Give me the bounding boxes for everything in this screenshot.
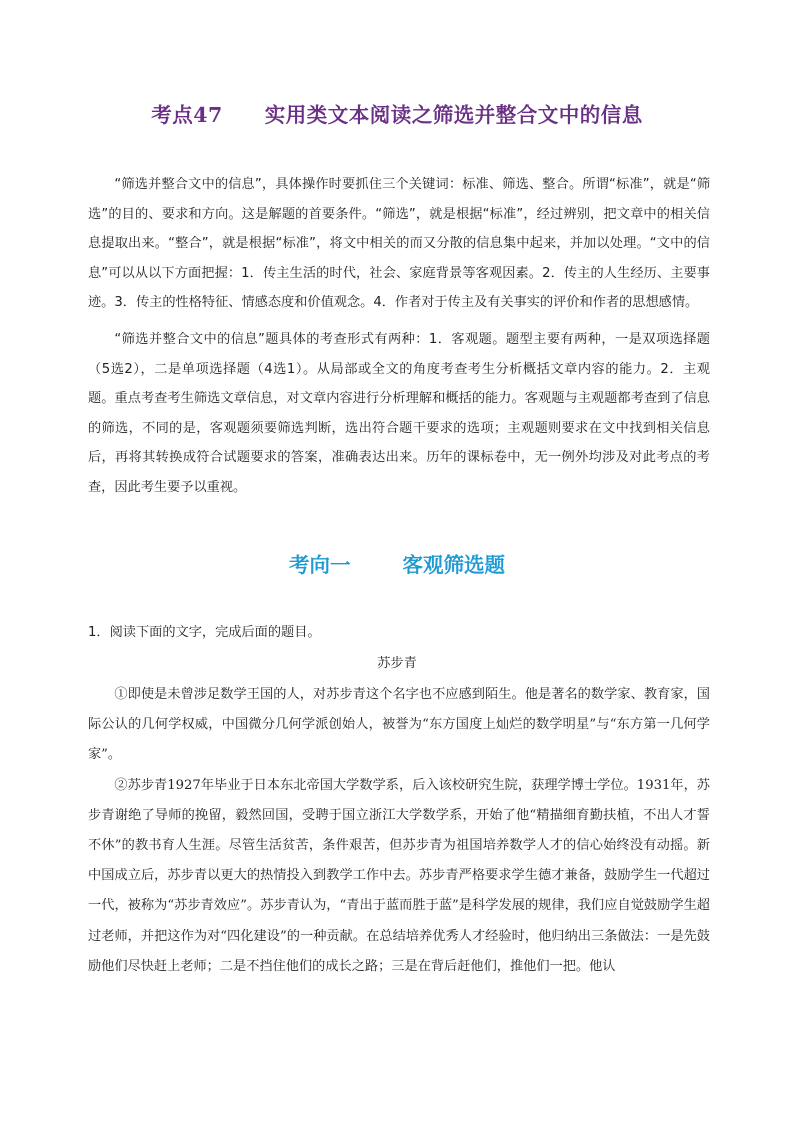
page-title	[0, 98, 794, 128]
topic-title: 实用类文本阅读之筛选并整合文中的信息	[264, 103, 643, 127]
intro-paragraph-1-block	[88, 170, 710, 318]
section-label: 考向一	[289, 553, 351, 577]
passage-body	[88, 680, 710, 982]
passage-paragraph-1: ①即使是未曾涉足数学王国的人，对苏步青这个名字也不应感到陌生。他是著名的数学家、教育家，国际公认的几何学权威，中国微分几何学派创始人，被誉为“东方国度上灿烂的数学明星”与“东方第一几何学家”。	[88, 687, 710, 763]
intro-paragraph-2-block	[88, 325, 710, 502]
passage-paragraph-2: ②苏步青1927年毕业于日本东北帝国大学数学系，后入该校研究生院，获理学博士学位。1931年，苏步青谢绝了导师的挽留，毅然回国，受聘于国立浙江大学数学系，开始了他“精描细育勤扶植，不出人才誓不休”的教书育人生涯。尽管生活贫苦，条件艰苦，但苏步青为祖国培养数学人才的信心始终没有动摇。新中国成立后，苏步青以更大的热情投入到教学工作中去。苏步青严格要求学生德才兼备，鼓励学生一代超过一代，被称为“苏步青效应”。苏步青认为，“青出于蓝而胜于蓝”是科学发展的规律，我们应自觉鼓励学生超过老师，并把这作为对“四化建设”的一种贡献。在总结培养优秀人才经验时，他归纳出三条做法：一是先鼓励他们尽快赶上老师；二是不挡住他们的成长之路；三是在背后赶他们，推他们一把。他认	[88, 777, 710, 974]
intro-paragraph-1: “筛选并整合文中的信息”，具体操作时要抓住三个关键词：标准、筛选、整合。所谓“标准”，就是“筛选”的目的、要求和方向。这是解题的首要条件。“筛选”，就是根据“标准”，经过辨别，把文章中的相关信息提取出来。“整合”，就是根据“标准”，将文中相关的而又分散的信息集中起来，并加以处理。“文中的信息”可以从以下方面把握：1．传主生活的时代，社会、家庭背景等客观因素。2．传主的人生经历、主要事迹。3．传主的性格特征、情感态度和价值观念。4．作者对于传主及有关事实的评价和作者的思想感情。	[88, 177, 710, 310]
passage-title: 苏步青	[377, 656, 417, 671]
section-title: 客观筛选题	[402, 553, 505, 577]
topic-number: 考点47	[151, 103, 223, 127]
section-heading	[0, 548, 794, 578]
intro-paragraph-2: “筛选并整合文中的信息”题具体的考查形式有两种：1．客观题。题型主要有两种，一是双项选择题（5选2），二是单项选择题（4选1）。从局部或全文的角度考查考生分析概括文章内容的能力。2．主观题。重点考查考生筛选文章信息，对文章内容进行分析理解和概括的能力。客观题与主观题都考查到了信息的筛选，不同的是，客观题须要筛选判断，选出符合题干要求的选项；主观题则要求在文中找到相关信息后，再将其转换成符合试题要求的答案，准确表达出来。历年的课标卷中，无一例外均涉及对此考点的考查，因此考生要予以重视。	[88, 332, 710, 495]
question-prompt: 1．阅读下面的文字，完成后面的题目。	[88, 625, 321, 640]
